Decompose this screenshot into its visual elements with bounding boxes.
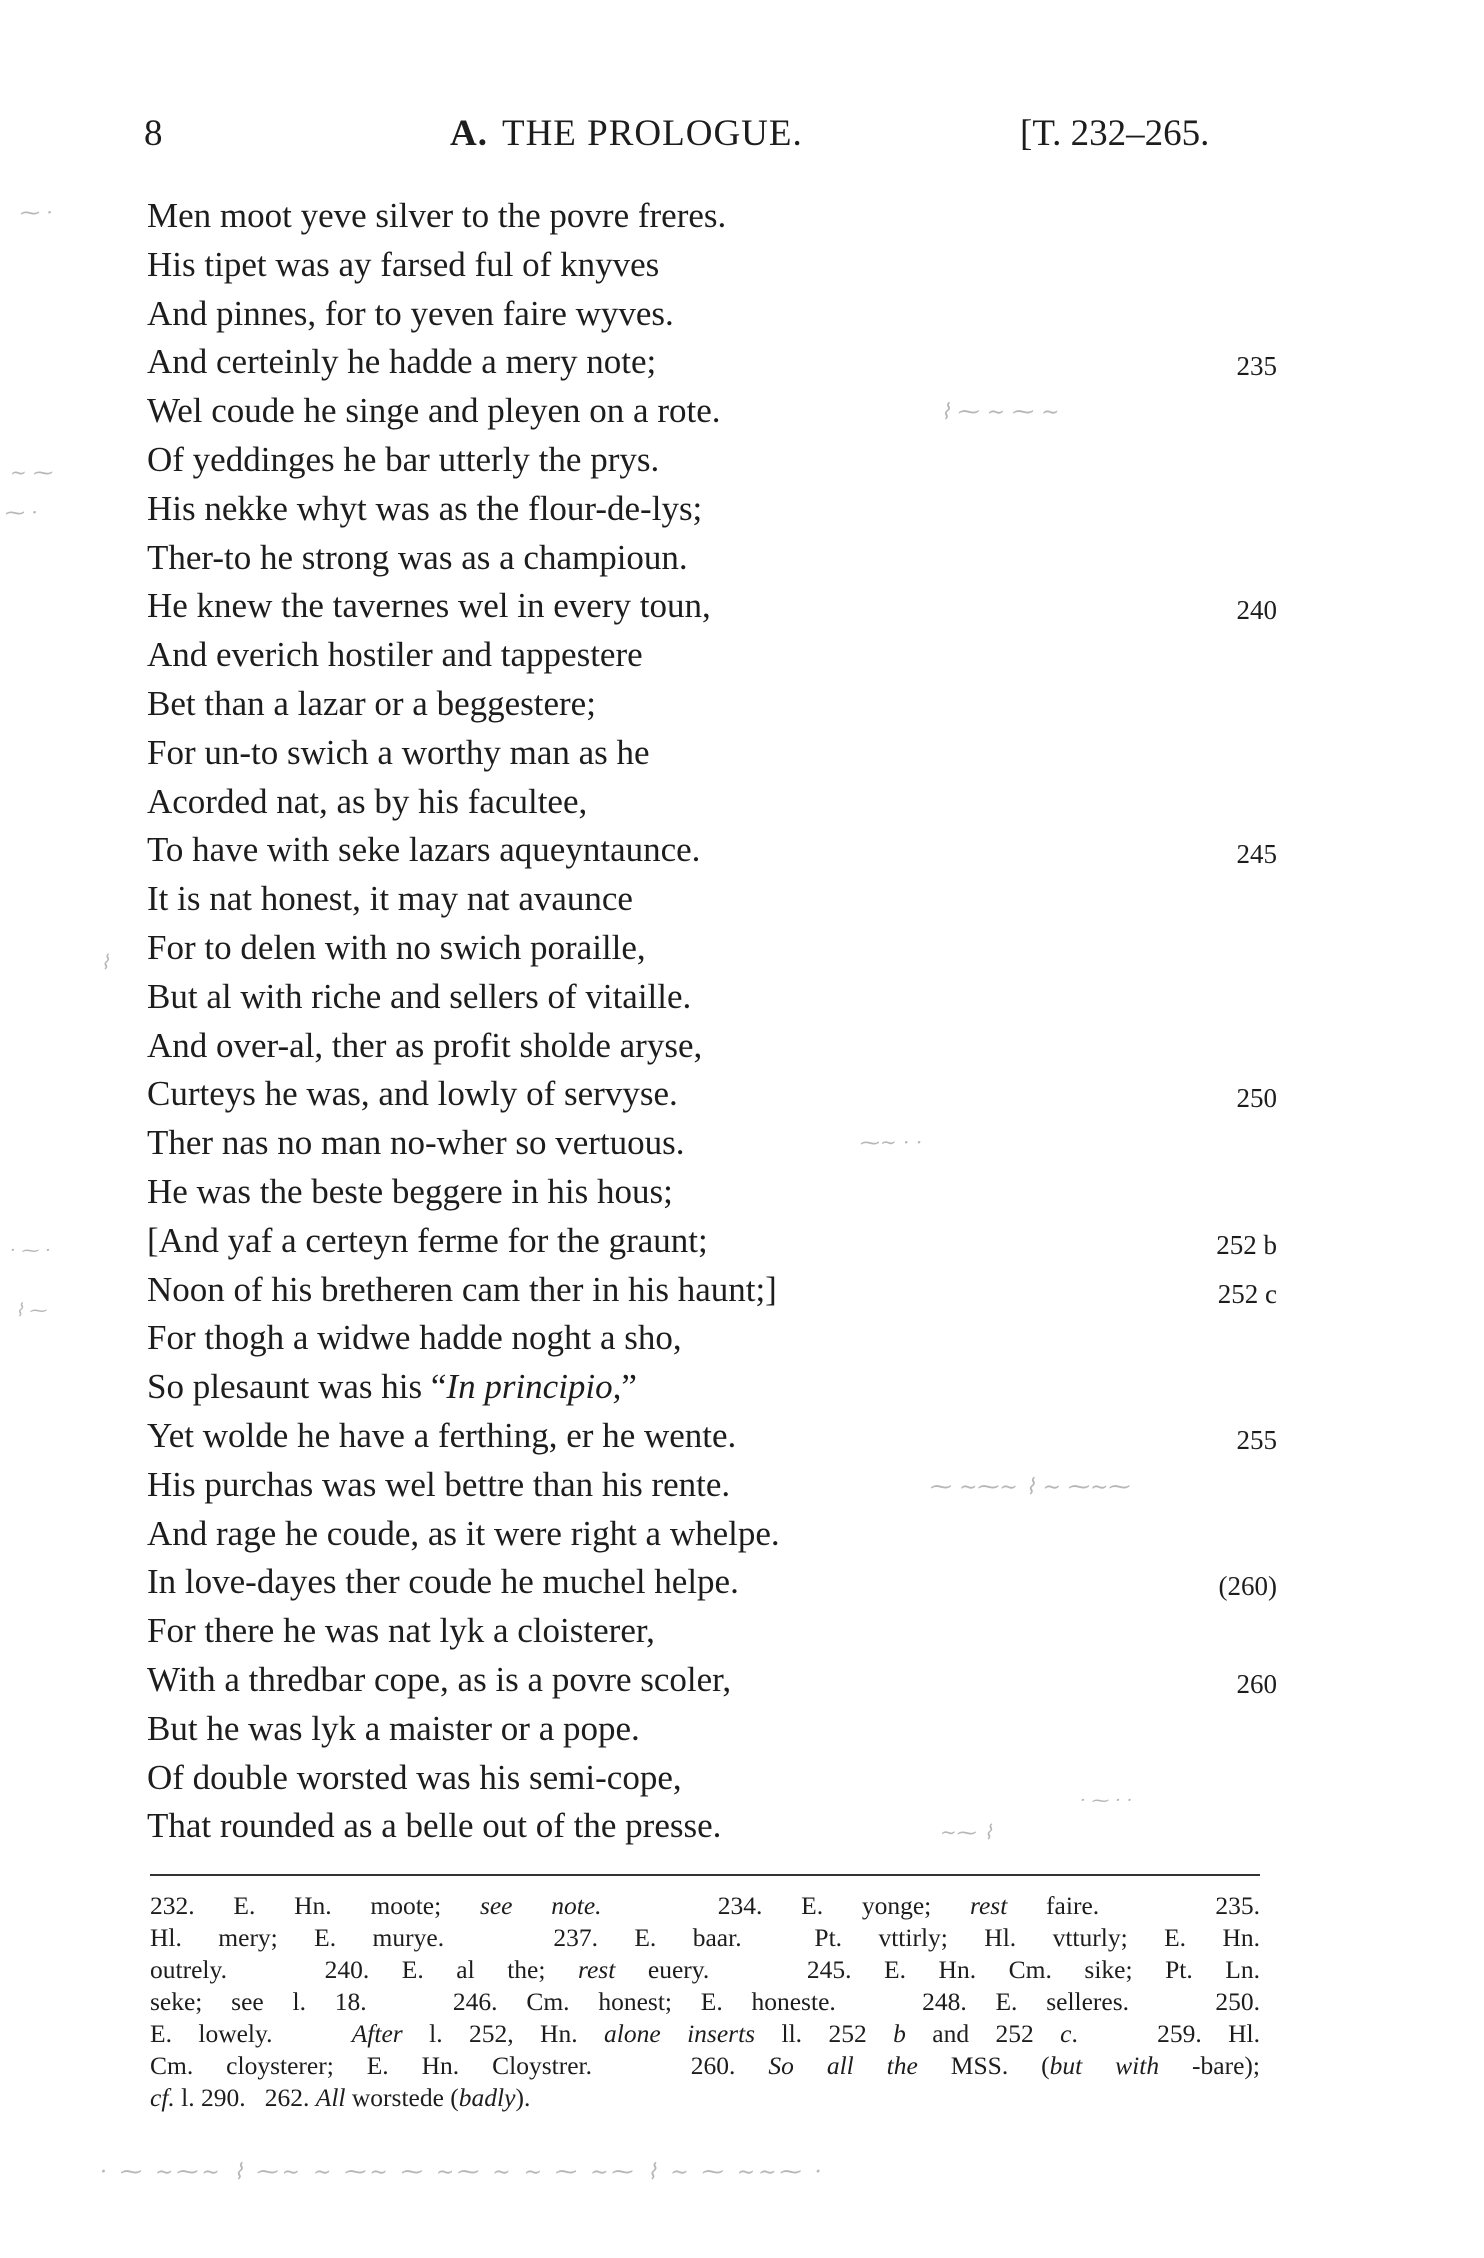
verse-line — [147, 436, 1277, 485]
verse-line — [147, 534, 1277, 583]
line-number: 252 c — [1217, 1278, 1277, 1309]
verse-line — [147, 1558, 1277, 1607]
pencil-mark: ⌇ ⁓ ∼ ⁓ ∼ — [940, 400, 1060, 425]
verse-line — [147, 1022, 1277, 1071]
pencil-mark: ⁓∼ · · — [860, 1130, 923, 1154]
textual-notes — [150, 1890, 1260, 2114]
verse-text: Noon of his bretheren cam ther in his haunt;] — [147, 1269, 777, 1309]
pencil-mark: · ⁓ · · — [1080, 1790, 1133, 1811]
verse-line — [147, 1314, 1277, 1363]
verse-line — [147, 1363, 1277, 1412]
verse-text: He knew the tavernes wel in every toun, — [147, 586, 711, 626]
note-text: Cm. cloysterer; E. Hn. Cloystrer. 260. — [150, 2051, 769, 2080]
verse-text: But he was lyk a maister or a pope. — [147, 1708, 640, 1748]
verse-line — [147, 1510, 1277, 1559]
verse-line — [147, 826, 1277, 875]
verse-text: For thogh a widwe hadde noght a sho, — [147, 1318, 682, 1358]
line-number: 240 — [1236, 595, 1277, 626]
verse-text: Of yeddinges he bar utterly the prys. — [147, 439, 660, 479]
verse-line — [147, 387, 1277, 436]
verse-text: To have with seke lazars aqueyntaunce. — [147, 830, 701, 870]
note-italic: After — [351, 2019, 403, 2048]
verse-text: And rage he coude, as it were right a whelpe. — [147, 1513, 780, 1553]
note-text: and 252 — [905, 2019, 1061, 2048]
verse-text: That rounded as a belle out of the presse. — [147, 1806, 722, 1846]
verse-fragment: So plesaunt was his “ — [147, 1367, 447, 1407]
note-text: 232. E. Hn. moote; — [150, 1891, 480, 1920]
verse-text: Of double worsted was his semi-cope, — [147, 1757, 682, 1797]
pencil-mark: · ⁓ ∼⁓∼ ⌇ ⁓∼ ∼ ⁓∼ ⁓ ∼⁓ ∼ ∼ ⁓ ∼⁓ ⌇ ∼ ⁓ ∼∼⁓ · — [100, 2160, 825, 2185]
note-text: seke; see l. 18. 246. Cm. honest; E. honeste. 248. E. selleres. 250. — [150, 1987, 1260, 2016]
note-line — [150, 1986, 1260, 2018]
note-text: 234. E. yonge; — [601, 1891, 970, 1920]
pencil-mark: · ⁓ · — [10, 1240, 51, 1261]
verse-text: Wel coude he singe and pleyen on a rote. — [147, 391, 721, 431]
note-italic: rest — [578, 1955, 616, 1984]
verse-line — [147, 1705, 1277, 1754]
pencil-mark: ∼⁓ ⌇ — [940, 1820, 993, 1844]
verse-text: In love-dayes ther coude he muchel helpe. — [147, 1562, 739, 1602]
verse-line — [147, 241, 1277, 290]
verse-line — [147, 192, 1277, 241]
note-line — [150, 2018, 1260, 2050]
note-text: l. 252, Hn. — [402, 2019, 604, 2048]
verse-text: For un-to swich a worthy man as he — [147, 732, 650, 772]
verse-text: His nekke whyt was as the flour-de-lys; — [147, 488, 703, 528]
verse-text: Men moot yeve silver to the povre freres. — [147, 196, 727, 235]
verse-line — [147, 973, 1277, 1022]
verse-line — [147, 1656, 1277, 1705]
note-line — [150, 1890, 1260, 1922]
verse-text — [147, 1363, 637, 1412]
note-text: euery. 245. E. Hn. Cm. sike; Pt. Ln. — [615, 1955, 1261, 1984]
verse-text: It is nat honest, it may nat avaunce — [147, 879, 633, 919]
verse-text: And over-al, ther as profit sholde aryse, — [147, 1025, 703, 1065]
note-text: . 259. Hl. — [1071, 2019, 1261, 2048]
note-italic: see note. — [479, 1891, 602, 1920]
note-text: outrely. 240. E. al the; — [150, 1955, 579, 1984]
note-text: faire. 235. — [1007, 1891, 1261, 1920]
pencil-mark: ~ ⁓ — [10, 460, 54, 484]
pencil-mark: ⁓ · — [5, 500, 38, 524]
verse-text: His purchas was wel bettre than his rente. — [147, 1464, 731, 1504]
verse-line — [147, 582, 1277, 631]
verse-line — [147, 1607, 1277, 1656]
verse-text: Ther-to he strong was as a champioun. — [147, 537, 688, 577]
verse-line — [147, 1412, 1277, 1461]
note-text: ). — [515, 2083, 531, 2112]
page-number: 8 — [144, 113, 163, 154]
verse-line — [147, 338, 1277, 387]
verse-text: Curteys he was, and lowly of servyse. — [147, 1074, 678, 1114]
verse-text: With a thredbar cope, as is a povre scoler, — [147, 1659, 732, 1699]
verse-line — [147, 290, 1277, 339]
verse-text: [And yaf a certeyn ferme for the graunt; — [147, 1220, 708, 1260]
note-text: -bare); — [1159, 2051, 1260, 2080]
verse-line — [147, 1168, 1277, 1217]
note-text: Hl. mery; E. murye. 237. E. baar. Pt. vttirly; Hl. vtturly; E. Hn. — [150, 1923, 1260, 1952]
poem-text — [147, 192, 1277, 1851]
note-italic: rest — [970, 1891, 1008, 1920]
verse-line — [147, 1266, 1277, 1315]
line-number: 255 — [1236, 1424, 1277, 1455]
verse-line — [147, 680, 1277, 729]
verse-text: Ther nas no man no-wher so vertuous. — [147, 1123, 685, 1163]
verse-line — [147, 1070, 1277, 1119]
line-number: (260) — [1218, 1571, 1277, 1602]
note-italic: but with — [1049, 2051, 1160, 2080]
note-line — [150, 2082, 1260, 2114]
note-italic: badly — [458, 2083, 516, 2112]
page-header — [0, 112, 1484, 162]
verse-line — [147, 1217, 1277, 1266]
verse-text: But al with riche and sellers of vitaille. — [147, 976, 692, 1016]
note-text: E. lowely. — [150, 2019, 352, 2048]
verse-line — [147, 924, 1277, 973]
verse-text: He was the beste beggere in his hous; — [147, 1171, 673, 1211]
verse-line — [147, 1119, 1277, 1168]
note-italic: cf. — [150, 2083, 175, 2112]
note-text: ll. 252 — [755, 2019, 894, 2048]
note-italic: b — [893, 2019, 906, 2048]
pencil-mark: ⌇ — [100, 950, 110, 974]
note-italic: c — [1060, 2019, 1072, 2048]
note-line — [150, 1954, 1260, 1986]
verse-text: Bet than a lazar or a beggestere; — [147, 683, 596, 723]
line-number: 235 — [1236, 351, 1277, 382]
pencil-mark: ⁓ · — [20, 200, 53, 224]
verse-italic: In principio, — [446, 1367, 622, 1407]
line-number: 252 b — [1216, 1229, 1277, 1260]
line-number: 260 — [1236, 1668, 1277, 1699]
note-line — [150, 1922, 1260, 1954]
verse-text: And certeinly he hadde a mery note; — [147, 342, 657, 382]
line-number: 250 — [1236, 1083, 1277, 1114]
verse-line — [147, 778, 1277, 827]
note-text: l. 290. 262. — [174, 2083, 316, 2112]
running-title — [450, 112, 803, 155]
pencil-mark: ⁓ ∼⁓∼ ⌇ ∼ ⁓∼⁓ — [930, 1475, 1131, 1500]
verse-text: For to delen with no swich poraille, — [147, 927, 646, 967]
verse-text: His tipet was ay farsed ful of knyves — [147, 244, 660, 284]
verse-text: Yet wolde he have a ferthing, er he wente. — [147, 1415, 737, 1455]
verse-text: For there he was nat lyk a cloisterer, — [147, 1611, 655, 1651]
note-text: worstede ( — [345, 2083, 459, 2112]
footnote-rule — [150, 1874, 1260, 1876]
section-title: THE PROLOGUE. — [501, 113, 803, 154]
note-italic: So all the — [768, 2051, 918, 2080]
verse-line — [147, 485, 1277, 534]
verse-text: And pinnes, for to yeven faire wyves. — [147, 293, 674, 333]
note-text: MSS. ( — [917, 2051, 1050, 2080]
verse-fragment: ” — [621, 1367, 637, 1407]
verse-text: And everich hostiler and tappestere — [147, 635, 643, 675]
section-letter: A. — [450, 113, 488, 154]
verse-line — [147, 631, 1277, 680]
line-number: 245 — [1236, 839, 1277, 870]
note-italic: All — [315, 2083, 346, 2112]
note-italic: alone inserts — [604, 2019, 756, 2048]
pencil-mark: ⌇ ⁓ — [15, 1300, 48, 1321]
verse-text: Acorded nat, as by his facultee, — [147, 781, 588, 821]
note-line — [150, 2050, 1260, 2082]
verse-line — [147, 875, 1277, 924]
verse-line — [147, 729, 1277, 778]
line-range: [T. 232–265. — [1020, 113, 1210, 154]
